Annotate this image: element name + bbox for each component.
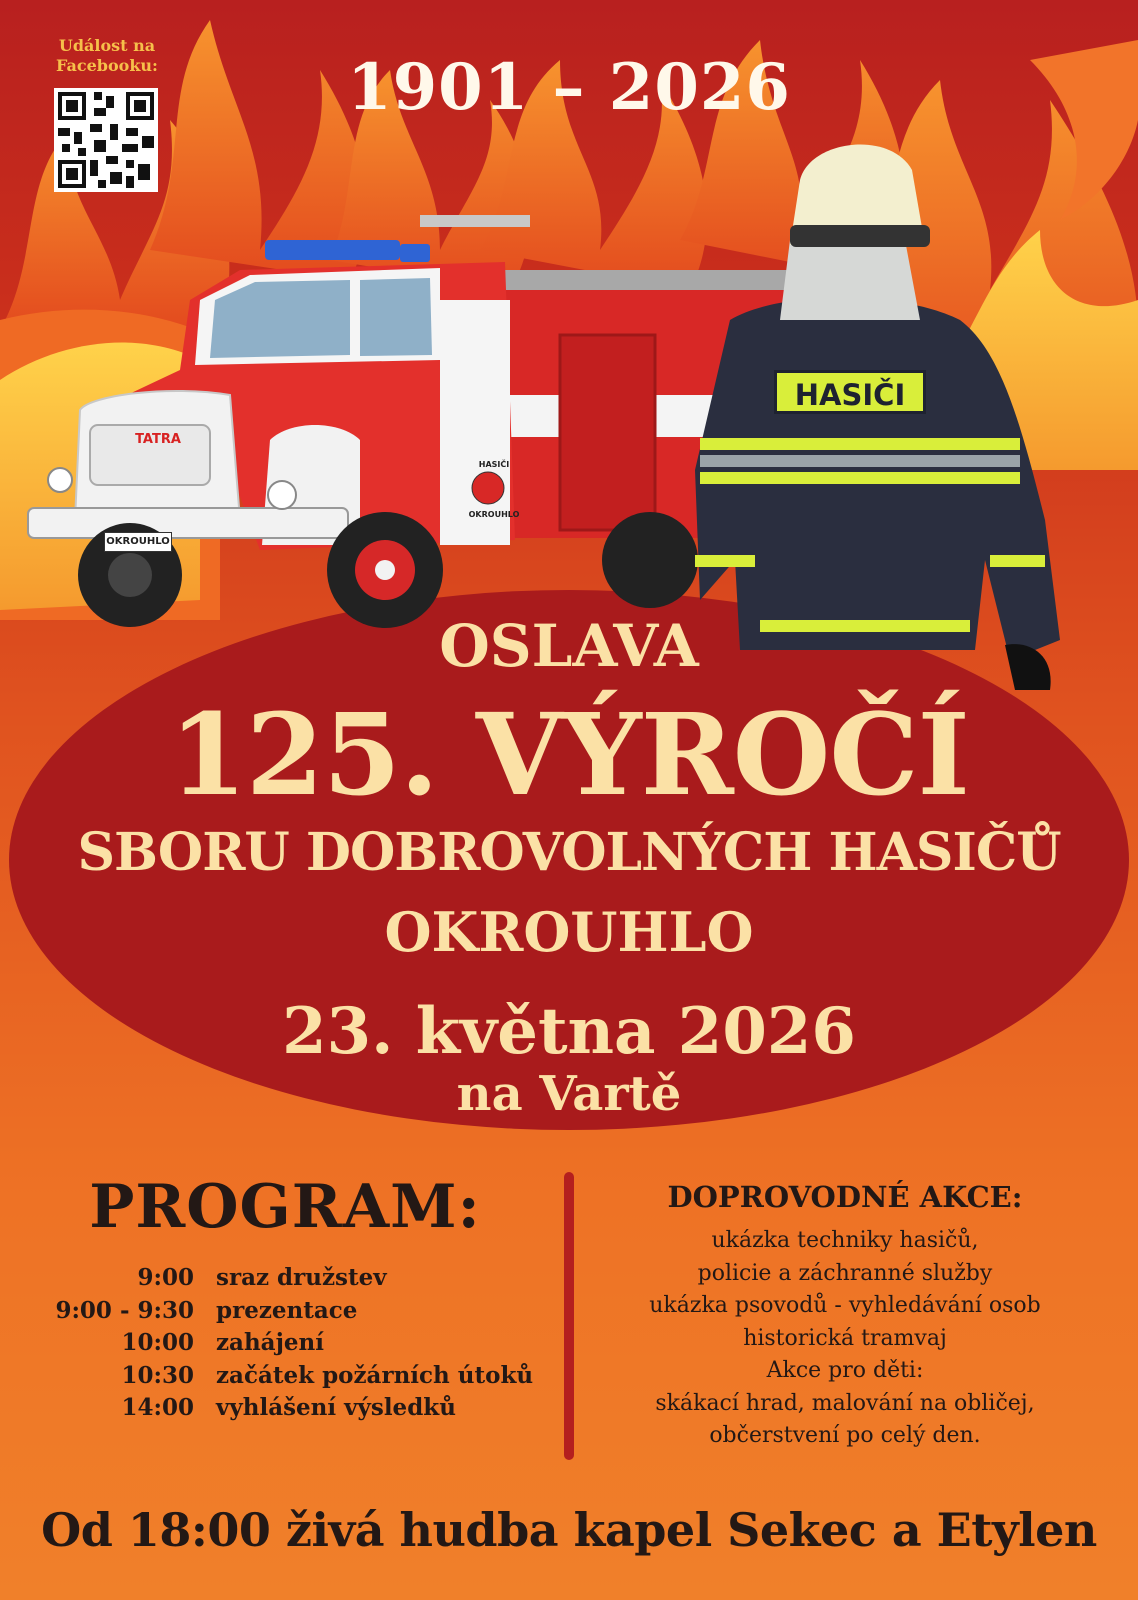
years-range: 1901 – 2026 [347,50,791,125]
side-event-line: ukázka psovodů - vyhledávání osob [649,1293,1041,1318]
side-event-line: historická tramvaj [743,1325,947,1351]
program-item [40,1392,560,1425]
event-date: 23. května 2026 [282,994,856,1069]
firefighter-back-label: HASIČI [774,370,926,414]
event-place: na Vartě [456,1066,682,1122]
program-time: 10:00 [121,1329,194,1356]
side-events-list [605,1225,1085,1453]
side-events-title: DOPROVODNÉ AKCE: [667,1180,1023,1214]
headline-organization: SBORU DOBROVOLNÝCH HASIČŮ [77,822,1061,883]
program-activity: začátek požárních útoků [216,1361,534,1389]
program-title: PROGRAM: [89,1172,481,1242]
program-time: 9:00 [137,1264,194,1291]
facebook-label-line1: Událost na [58,36,156,55]
evening-music-footer: Od 18:00 živá hudba kapel Sekec a Etylen [41,1503,1097,1557]
program-item [40,1360,560,1393]
program-time: 10:30 [121,1361,194,1389]
program-item [40,1295,560,1328]
side-event-line: Akce pro děti: [766,1358,924,1383]
program-activity: prezentace [216,1296,358,1324]
side-event-line: policie a záchranné služby [697,1260,993,1286]
program-activity: vyhlášení výsledků [216,1394,456,1421]
truck-brand-text: TATRA [135,432,181,447]
program-item [40,1327,560,1360]
program-activity: sraz družstev [216,1264,387,1291]
truck-door-emblem-top: HASIČI [478,460,510,469]
truck-door-emblem-bottom: OKROUHLO [468,510,520,519]
truck-license-plate: OKROUHLO [104,532,172,552]
program-item [40,1262,560,1295]
program-time: 9:00 - 9:30 [55,1296,194,1324]
program-list [40,1262,560,1425]
side-event-line: ukázka techniky hasičů, [711,1228,979,1253]
headline-oslava: OSLAVA [439,612,699,680]
headline-village: OKROUHLO [384,900,754,964]
headline-anniversary: 125. VÝROČÍ [169,690,969,821]
program-time: 14:00 [121,1394,194,1421]
column-divider [564,1172,574,1460]
side-event-line: skákací hrad, malování na obličej, [655,1390,1035,1416]
side-event-line: občerstvení po celý den. [709,1423,981,1448]
facebook-label-line2: Facebooku: [56,56,158,75]
program-activity: zahájení [216,1329,325,1356]
